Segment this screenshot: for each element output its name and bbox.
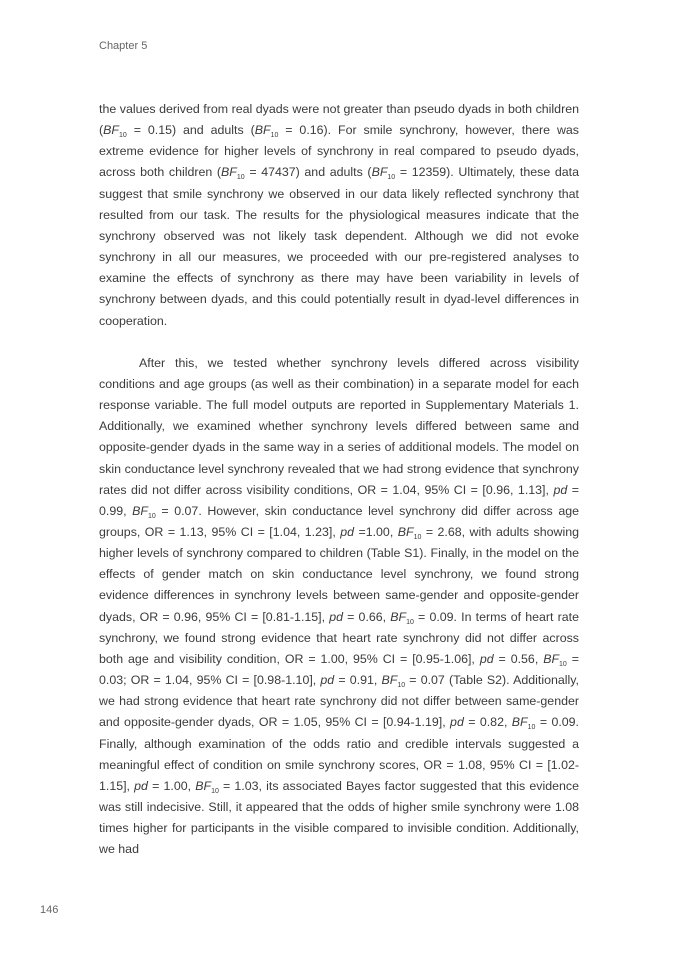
paragraph-2: After this, we tested whether synchrony levels differed across visibility conditions and age groups (as well as their combination) in a separate model for each response variable. The full model outputs are reported in Supplementary Materials 1. Additionally, we examined whether synchrony levels differed between same and opposite-gender dyads in the same way in a series of additional models. The model on skin conductance level synchrony revealed that we had strong evidence that synchrony rates did not differ across visibility conditions, OR = 1.04, 95% CI = [0.96, 1.13], pd = 0.99, $BF_{10} = 0.07$. However, skin conductance level synchrony did differ across age groups, OR = 1.13, 95% CI = [1.04, 1.23], pd =1.00, $BF_{10} = 2.68$, with adults showing higher levels of synchrony compared to children (Table S1). Finally, in the model on the effects of gender match on skin conductance level synchrony, we found strong evidence differences in synchrony levels between same-gender and opposite-gender dyads, OR = 0.96, 95% CI = [0.81-1.15], pd = 0.66, $BF_{10} = 0.09$. In terms of heart rate synchrony, we found strong evidence that heart rate synchrony did not differ across both age and visibility condition, OR = 1.00, 95% CI = [0.95-1.06], pd = 0.56, $BF_{10} = 0.03$; OR = 1.04, 95% CI = [0.98-1.10], pd = 0.91, $BF_{10} = 0.07$ (Table S2). Additionally, we had strong evidence that heart rate synchrony did not differ between same-gender and opposite-gender dyads, OR = 1.05, 95% CI = [0.94-1.19], pd = 0.82, $BF_{10} = 0.09$. Finally, although examination of the odds ratio and credible intervals suggested a meaningful effect of condition on smile synchrony scores, OR = 1.08, 95% CI = [1.02-1.15], pd = 1.00, $BF_{10} = 1.03$, its associated Bayes factor suggested that this evidence was still indecisive. Still, it appeared that the odds of higher smile synchrony were 1.08 times higher for participants in the visible compared to invisible condition. Additionally, we had: [99, 355, 579, 857]
paragraph-1: the values derived from real dyads were not greater than pseudo dyads in both children $(BF_{10} = 0.15)$ and adults $(BF_{10} = 0.16)$. For smile synchrony, however, there was extreme evidence for higher levels of synchrony in real compared to pseudo dyads, across both children $(BF_{10} = 47437)$ and adults $(BF_{10} = 12359)$. Ultimately, these data suggest that smile synchrony we observed in our data likely reflected synchrony that resulted from our task. The results for the physiological measures indicate that the synchrony observed was not likely task dependent. Although we did not evoke synchrony in all our measures, we proceeded with our pre-registered analyses to examine the effects of synchrony as there may have been variability in levels of synchrony between dyads, and this could potentially result in dyad-level differences in cooperation.: [99, 102, 579, 328]
chapter-header: Chapter 5: [99, 40, 148, 52]
body-text: [99, 99, 579, 860]
page-number: 146: [40, 904, 59, 916]
